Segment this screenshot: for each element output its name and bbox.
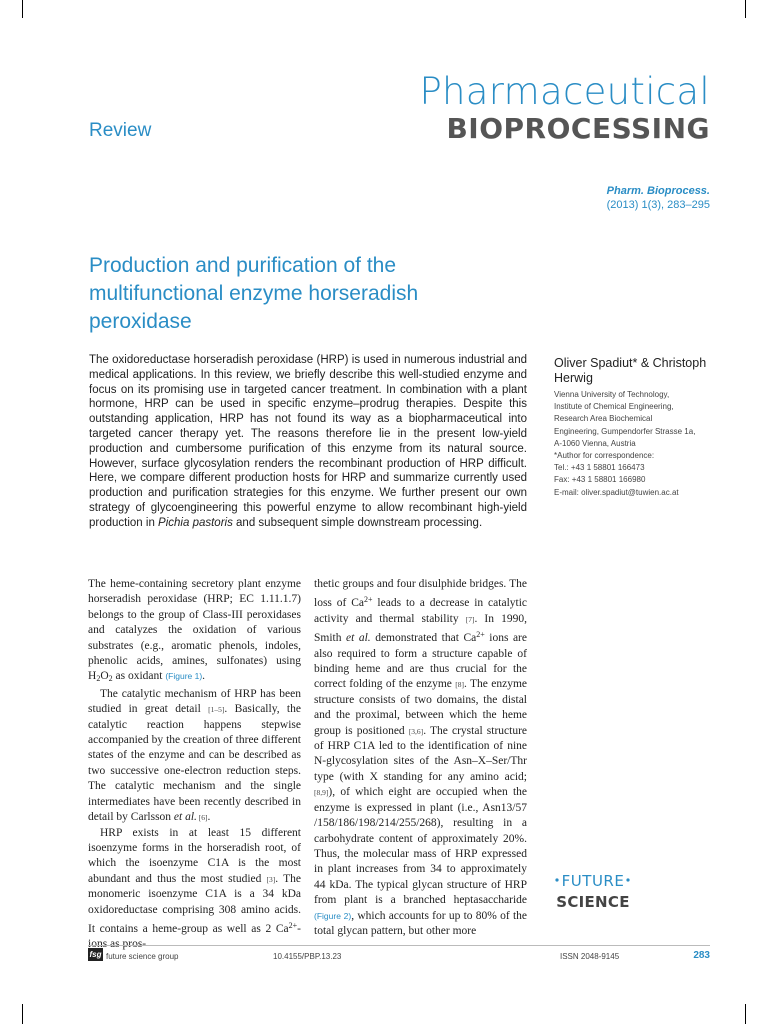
subscript: 2 [96,674,101,684]
reference-link[interactable]: [8,9] [314,788,329,798]
affiliation-line: Vienna University of Technology, [554,390,670,399]
correspondence-note: *Author for correspondence: [554,451,655,461]
body-text: et al. [173,811,197,824]
crop-mark [745,0,746,18]
figure-link[interactable]: (Figure 1) [165,671,203,682]
body-text: HRP exists in at least 15 different isoenzyme forms in the horseradish root, of which the isoenzyme C1A is the most abundant and thus the most studied [88,826,301,885]
affiliation-line: A-1060 Vienna, Austria [554,438,636,448]
reference-link[interactable]: [3,6] [408,726,424,736]
logo-science: SCIENCE [556,893,630,911]
body-text: The heme-containing secretory plant enzyme horseradish peroxidase (HRP; EC 1.11.1.7) belongs to the group of Class-III peroxidases and catalyzes the oxidation of various substrates (e.g., aromatic phenols, indoles, phenolic acids, amines, sulfonates) using H [88,578,301,683]
logo-dot [626,878,629,881]
body-text: O [100,670,109,683]
body-text: et al. [346,632,371,645]
author-panel [554,356,744,499]
affiliation-line: Engineering, Gumpendorfer Strasse 1a, [554,426,696,436]
page-number: 283 [693,950,710,961]
body-text: thetic groups and four disulphide bridges. The loss of Ca [314,578,527,610]
journal-name-line2: BIOPROCESSING [446,112,710,145]
doi[interactable]: 10.4155/PBP.13.23 [273,952,342,961]
subscript: 2 [108,674,113,684]
issn: ISSN 2048-9145 [560,952,620,961]
telephone: Tel.: +43 1 58801 166473 [554,463,645,473]
body-column-1 [88,577,301,953]
body-paragraph [314,577,527,939]
body-text: . The enzyme structure consists of two domains, the distal and the proximal, between which the heme group is positioned [314,678,527,737]
crop-mark [22,0,23,18]
body-paragraph [88,826,301,953]
body-text: , which accounts for up to 80% of the total glycan pattern, but other more [314,909,527,937]
journal-name-line1: Pharmaceutical [419,70,710,113]
reference-link[interactable]: [7] [465,614,475,624]
article-title: Production and purification of the multifunctional enzyme horseradish peroxidase [89,254,419,333]
body-text: demonstrated that Ca [370,632,477,645]
figure-link[interactable]: (Figure 2) [314,910,352,921]
body-column-2 [314,577,527,939]
body-text: . Basically, the catalytic reaction happens stepwise accompanied by the creation of three different states of the enzyme and can be described as two successive one-electron reduction steps. The catalytic mechanism and the single intermediates have been recently described in detail by Carlsson [88,703,301,824]
citation-journal: Pharm. Bioprocess. [606,185,710,197]
publisher-logo-icon: fsg [89,950,102,959]
citation-block [607,184,710,212]
superscript: 2+ [288,920,298,930]
abstract-text-end: and subsequent simple downstream processing. [232,516,483,529]
citation-volume: (2013) 1(3), 283–295 [606,199,710,211]
affiliation [554,389,744,499]
section-label: Review [89,120,152,141]
body-text: . [207,811,211,824]
superscript: 2+ [364,595,373,605]
body-text: . [202,670,206,683]
body-text: . The crystal structure of HRP C1A led to the identification of nine N-glycosylation sites of the Asn–X–Ser/Thr type (with X standing for any amino acid; [314,724,528,783]
body-text: . In 1990, Smith [314,612,527,645]
affiliation-line: Institute of Chemical Engineering, [554,402,674,412]
author-names: Oliver Spadiut* & Christoph Herwig [554,356,707,385]
crop-mark [745,1004,746,1024]
reference-link[interactable]: [6] [196,813,208,823]
body-text: The catalytic mechanism of HRP has been studied in great detail [88,687,301,716]
reference-link[interactable]: [3] [266,874,276,884]
reference-link[interactable]: [1–5] [208,705,225,715]
logo-dot [555,878,558,881]
abstract [89,353,527,531]
reference-link[interactable]: [8] [455,680,464,690]
fax: Fax: +43 1 58801 166980 [554,475,646,485]
affiliation-line: Research Area Biochemical [554,414,653,424]
body-text: - [297,922,301,935]
superscript: 2+ [476,630,485,640]
body-text: leads to a decrease in catalytic activity and thermal stability [314,597,528,625]
body-paragraph [88,577,301,687]
crop-mark [22,1004,23,1024]
email-link[interactable]: E-mail: oliver.spadiut@tuwien.ac.at [554,487,679,497]
body-text: ), of which eight are occupied when the enzyme is expressed in plant (i.e., Asn13/57 /158/186/198/214/255/268), resulting in a carbohydrate content of approximately 20%. Thus, the molecular mass of HRP expressed in plant increases from 34 to approximately 44 kDa. The typical glycan structure of HRP from plant is a branched heptasaccharide [314,786,527,907]
body-paragraph [88,687,301,826]
abstract-organism: Pichia pastoris [158,516,233,529]
footer-divider [88,945,710,946]
body-text: . The monomeric isoenzyme C1A is a 34 kDa oxidoreductase comprising 308 amino acids. It contains a heme-group as well as 2 Ca [88,872,301,935]
publisher-name: future science group [106,952,179,961]
logo-future: FUTURE [561,872,625,890]
body-text: ions are also required to form a structure capable of binding heme and are thus crucial for the correct folding of the enzyme [314,632,527,691]
journal-masthead [419,70,710,144]
abstract-text: The oxidoreductase horseradish peroxidase (HRP) is used in numerous industrial and medical applications. In this review, we briefly describe this well-studied enzyme and focus on its promising use in targeted cancer treatment. In combination with a plant hormone, HRP can be used in specific enzyme–prodrug therapies. Despite this outstanding application, HRP has not found its way as a biopharmaceutical into targeted cancer therapy yet. The reasons therefore lie in the present low-yield production and cumbersome purification of this enzyme from its natural source. However, surface glycosylation renders the recombinant production of HRP difficult. Here, we compare different production hosts for HRP and summarize currently used production and purification strategies for this enzyme. We further present our own strategy of glycoengineering this powerful enzyme to allow recombinant high-yield production in [89,354,527,529]
future-science-logo [553,866,633,916]
body-text: as oxidant [112,670,166,683]
